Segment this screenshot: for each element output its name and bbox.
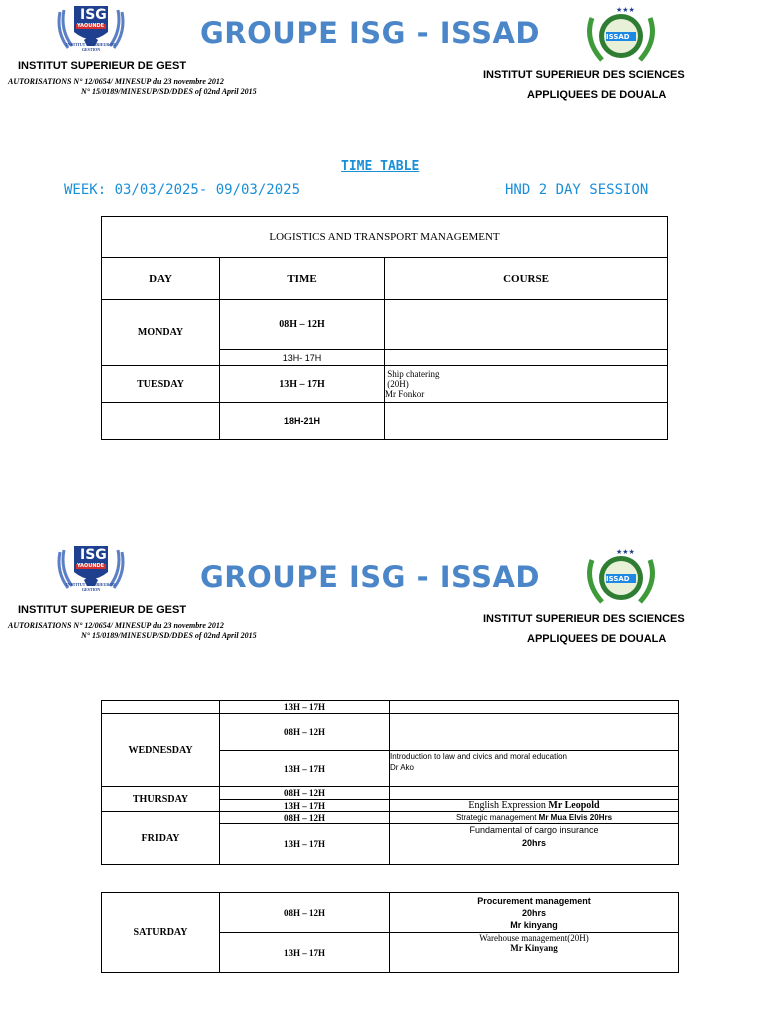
authorization-line-2-2: N° 15/0189/MINESUP/SD/DDES of 02nd April 2015 bbox=[81, 631, 257, 640]
course-monday-2 bbox=[385, 350, 668, 366]
time-tuesday-2: 18H-21H bbox=[220, 403, 385, 440]
course-name: Strategic management bbox=[455, 812, 539, 822]
course-teacher: Mr Leopold bbox=[548, 799, 600, 811]
course-teacher: Dr Ako bbox=[390, 763, 415, 772]
time-wednesday-1: 08H – 12H bbox=[220, 714, 390, 751]
institute-right-name-2: APPLIQUEES DE DOUALA bbox=[527, 89, 667, 101]
course-name: Ship chatering bbox=[385, 369, 440, 379]
time-thursday-2: 13H – 17H bbox=[220, 800, 390, 812]
column-header-day: DAY bbox=[102, 258, 220, 300]
brand-title-2: GROUPE ISG - ISSAD bbox=[200, 560, 540, 594]
course-hours: 20hrs bbox=[521, 838, 547, 848]
course-tuesday-1 bbox=[385, 366, 668, 403]
course-name: Fundamental of cargo insurance bbox=[469, 825, 599, 835]
course-name: Procurement management bbox=[477, 895, 591, 906]
course-name: Introduction to law and civics and moral education bbox=[390, 752, 567, 761]
time-saturday-1: 08H – 12H bbox=[220, 893, 390, 933]
day-blank bbox=[102, 403, 220, 440]
isg-logo-text: ISG bbox=[80, 7, 107, 23]
column-header-course: COURSE bbox=[385, 258, 668, 300]
isg-logo-banner-2: YAOUNDE bbox=[77, 563, 105, 569]
course-pre bbox=[390, 701, 679, 714]
course-wednesday-1 bbox=[390, 714, 679, 751]
course-wednesday-2 bbox=[390, 751, 679, 787]
isg-logo-text-2: ISG bbox=[80, 547, 107, 563]
day-tuesday: TUESDAY bbox=[102, 366, 220, 403]
course-hours: (20H) bbox=[385, 379, 409, 389]
day-monday: MONDAY bbox=[102, 300, 220, 366]
institute-right-name-1: INSTITUT SUPERIEUR DES SCIENCES bbox=[483, 69, 685, 81]
timetable-table-wed-fri bbox=[101, 700, 679, 865]
course-name: Warehouse management(20H) bbox=[479, 933, 589, 943]
week-range: WEEK: 03/03/2025- 09/03/2025 bbox=[64, 182, 301, 198]
svg-text:★★★: ★★★ bbox=[616, 549, 635, 556]
course-teacher: Mr Fonkor bbox=[385, 389, 425, 399]
column-header-time: TIME bbox=[220, 258, 385, 300]
course-teacher: Mr kinyang bbox=[510, 919, 558, 930]
course-saturday-2 bbox=[390, 933, 679, 973]
day-wednesday: WEDNESDAY bbox=[102, 714, 220, 787]
timetable-table-monday-tuesday bbox=[101, 216, 668, 440]
institute-right-name-1-2: INSTITUT SUPERIEUR DES SCIENCES bbox=[483, 613, 685, 625]
day-saturday: SATURDAY bbox=[102, 893, 220, 973]
isg-logo-banner: YAOUNDE bbox=[77, 23, 105, 29]
day-thursday: THURSDAY bbox=[102, 787, 220, 812]
session-label: HND 2 DAY SESSION bbox=[505, 182, 649, 198]
day-blank-2 bbox=[102, 701, 220, 714]
isg-logo-caption: INSTITUT SUPERIEUR DE GESTION bbox=[66, 42, 116, 52]
issad-logo-text: ISSAD bbox=[606, 33, 630, 41]
brand-title: GROUPE ISG - ISSAD bbox=[200, 16, 540, 50]
course-thursday-1 bbox=[390, 787, 679, 800]
program-name: LOGISTICS AND TRANSPORT MANAGEMENT bbox=[102, 217, 668, 258]
time-tuesday-1: 13H – 17H bbox=[220, 366, 385, 403]
institute-left-name-2: INSTITUT SUPERIEUR DE GEST bbox=[18, 604, 187, 616]
time-friday-2: 13H – 17H bbox=[220, 824, 390, 865]
course-tuesday-2 bbox=[385, 403, 668, 440]
timetable-title: TIME TABLE bbox=[341, 159, 420, 174]
authorization-line-1: AUTORISATIONS N° 12/0654/ MINESUP du 23 novembre 2012 bbox=[8, 77, 224, 86]
time-wednesday-2: 13H – 17H bbox=[220, 751, 390, 787]
course-saturday-1 bbox=[390, 893, 679, 933]
time-thursday-1: 08H – 12H bbox=[220, 787, 390, 800]
isg-logo-caption-2: INSTITUT SUPERIEUR DE GESTION bbox=[66, 582, 116, 592]
authorization-line-2: N° 15/0189/MINESUP/SD/DDES of 02nd April 2015 bbox=[81, 87, 257, 96]
time-saturday-2: 13H – 17H bbox=[220, 933, 390, 973]
time-monday-2: 13H- 17H bbox=[220, 350, 385, 366]
time-friday-1: 08H – 12H bbox=[220, 812, 390, 824]
course-friday-1 bbox=[390, 812, 679, 824]
authorization-line-1-2: AUTORISATIONS N° 12/0654/ MINESUP du 23 novembre 2012 bbox=[8, 621, 224, 630]
course-friday-2 bbox=[390, 824, 679, 865]
time-pre: 13H – 17H bbox=[220, 701, 390, 714]
issad-logo-text-2: ISSAD bbox=[606, 575, 630, 583]
course-teacher: Mr Mua Elvis 20Hrs bbox=[538, 812, 613, 822]
course-hours: 20hrs bbox=[521, 907, 547, 918]
course-thursday-2 bbox=[390, 800, 679, 812]
course-teacher: Mr Kinyang bbox=[510, 943, 558, 953]
course-monday-1 bbox=[385, 300, 668, 350]
institute-right-name-2-2: APPLIQUEES DE DOUALA bbox=[527, 633, 667, 645]
svg-text:★★★: ★★★ bbox=[616, 7, 635, 14]
institute-left-name: INSTITUT SUPERIEUR DE GEST bbox=[18, 60, 187, 72]
day-friday: FRIDAY bbox=[102, 812, 220, 865]
time-monday-1: 08H – 12H bbox=[220, 300, 385, 350]
course-name: English Expression bbox=[468, 799, 549, 811]
timetable-table-saturday bbox=[101, 892, 679, 973]
